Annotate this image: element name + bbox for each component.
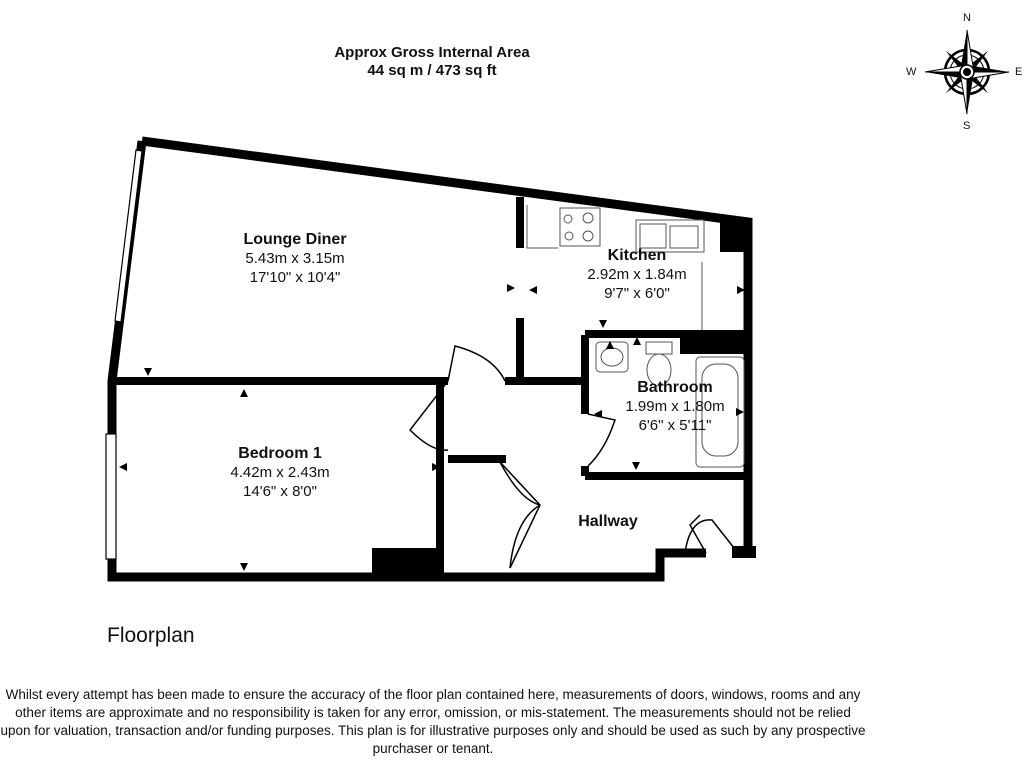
room-bathroom xyxy=(595,378,755,435)
compass-west-label: W xyxy=(906,66,917,78)
room-metric-size: 4.42m x 2.43m xyxy=(230,464,330,481)
room-imperial-size: 14'6" x 8'0" xyxy=(243,483,317,500)
room-metric-size: 5.43m x 3.15m xyxy=(245,250,345,267)
compass-east-label: E xyxy=(1015,66,1023,78)
room-imperial-size: 17'10" x 10'4" xyxy=(249,269,341,286)
room-metric-size: 1.99m x 1.80m xyxy=(625,398,725,415)
room-imperial-size: 6'6" x 5'11" xyxy=(638,417,712,434)
floorplan-label: Floorplan xyxy=(107,624,195,647)
room-imperial-size: 9'7" x 6'0" xyxy=(604,285,670,302)
compass-south-label: S xyxy=(963,120,971,132)
room-hallway xyxy=(548,512,668,531)
room-kitchen xyxy=(557,246,717,303)
gross-area-value: 44 sq m / 473 sq ft xyxy=(367,62,497,79)
room-metric-size: 2.92m x 1.84m xyxy=(587,266,687,283)
room-bedroom-1 xyxy=(200,444,360,501)
compass-rose-icon xyxy=(925,30,1010,115)
room-name: Lounge Diner xyxy=(243,231,347,248)
compass-north-label: N xyxy=(963,12,971,24)
room-name: Hallway xyxy=(578,513,638,530)
room-name: Bathroom xyxy=(637,379,713,396)
room-lounge-diner xyxy=(215,230,375,287)
gross-area-heading xyxy=(232,44,632,80)
disclaimer-text: Whilst every attempt has been made to ensure the accuracy of the floor plan contained here, measurements of doors, windows, rooms and any other items are approximate and no responsibility is taken for any error, omission, or mis-statement. The measurements should not be relied upon for valuation, transaction and/or funding purposes. This plan is for illustrative purposes only and should be used as such by any prospective purchaser or tenant. xyxy=(0,687,866,756)
gross-area-title: Approx Gross Internal Area xyxy=(334,44,530,61)
room-name: Kitchen xyxy=(607,247,667,264)
room-name: Bedroom 1 xyxy=(238,445,322,462)
